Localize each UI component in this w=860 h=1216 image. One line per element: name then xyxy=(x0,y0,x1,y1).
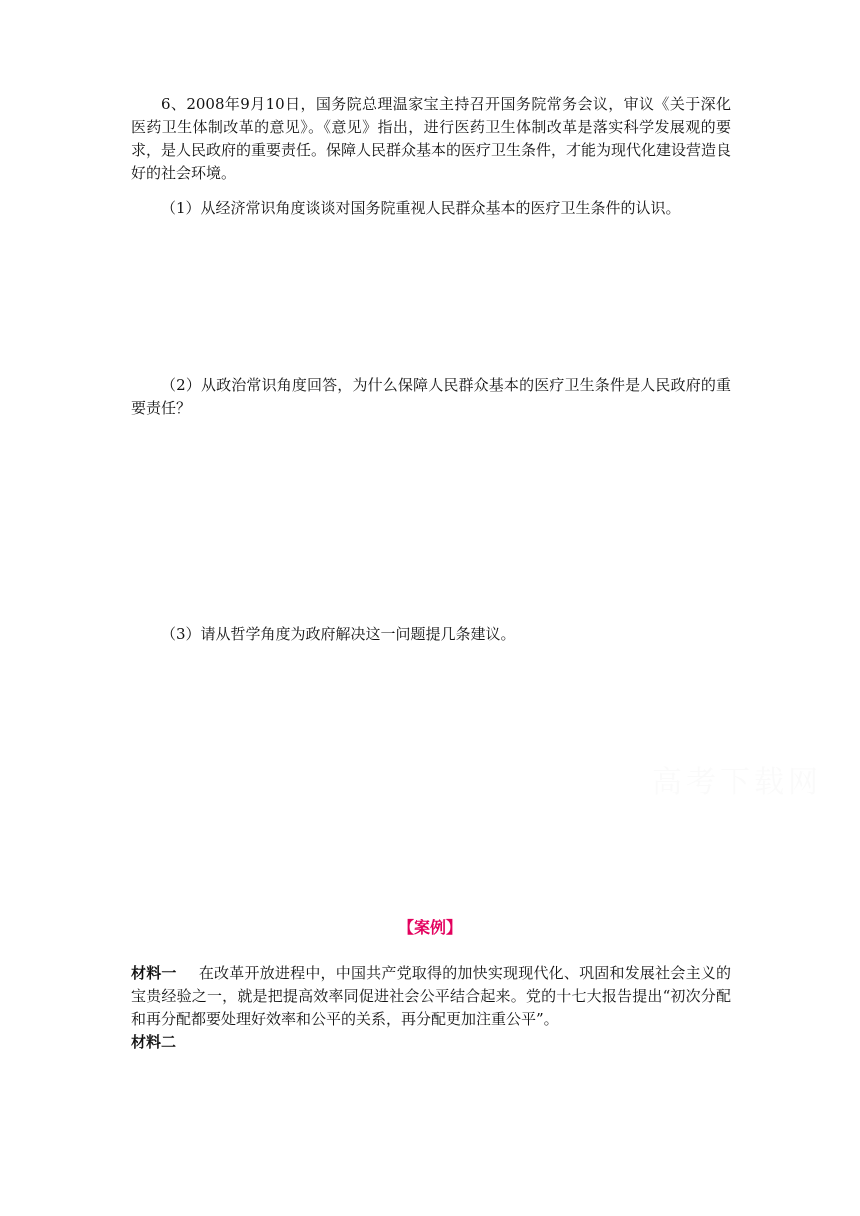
case-heading: 【案例】 xyxy=(397,918,462,937)
question-6-intro: 6、2008年9月10日，国务院总理温家宝主持召开国务院常务会议，审议《关于深化医药卫生体制改革的意见》。《意见》指出，进行医药卫生体制改革是落实科学发展观的要求，是人民政府的重要责任。保障人民群众基本的医疗卫生条件，才能为现代化建设营造良好的社会环境。 xyxy=(131,95,732,182)
material-2 xyxy=(131,1031,731,1054)
material-1-label: 材料一 xyxy=(131,964,177,982)
watermark-text: 高考下载网 xyxy=(652,765,822,800)
question-6-part-3: （3）请从哲学角度为政府解决这一问题提几条建议。 xyxy=(161,625,516,643)
material-2-label: 材料二 xyxy=(131,1033,177,1051)
question-6-part-2: （2）从政治常识角度回答，为什么保障人民群众基本的医疗卫生条件是人民政府的重要责任？ xyxy=(131,376,731,417)
question-6-part-1: （1）从经济常识角度谈谈对国务院重视人民群众基本的医疗卫生条件的认识。 xyxy=(161,199,681,217)
material-1 xyxy=(131,962,731,1031)
material-1-text: 在改革开放进程中，中国共产党取得的加快实现现代化、巩固和发展社会主义的宝贵经验之一，就是把提高效率同促进社会公平结合起来。党的十七大报告提出“初次分配和再分配都要处理好效率和公平的关系，再分配更加注重公平”。 xyxy=(131,964,731,1028)
